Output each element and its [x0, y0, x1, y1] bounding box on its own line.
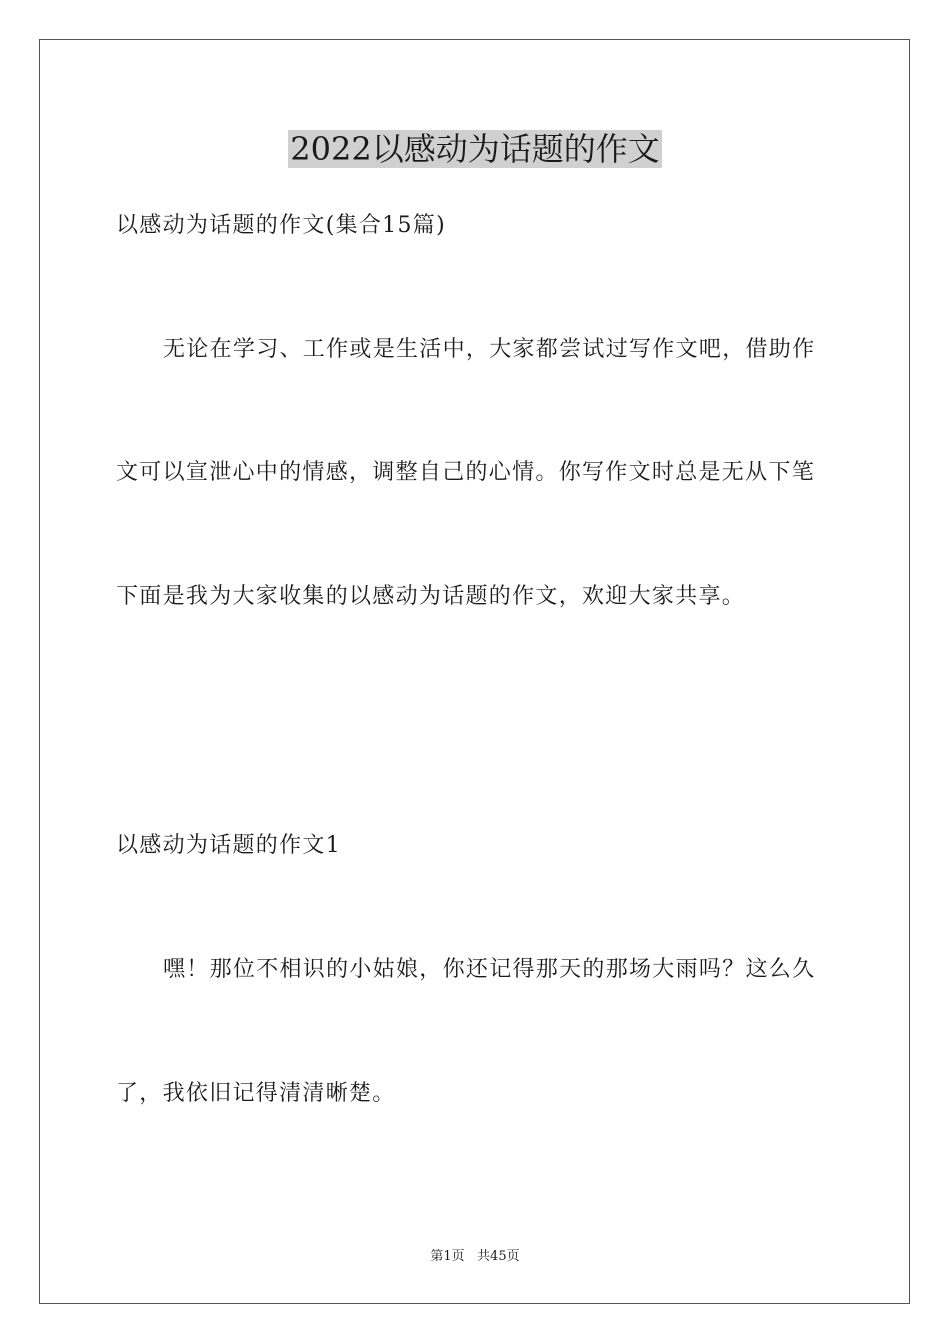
- paragraph-line: 了，我依旧记得清清晰楚。: [116, 1081, 396, 1106]
- document-title-text: 2022以感动为话题的作文: [290, 130, 660, 168]
- subtitle-line: 以感动为话题的作文(集合15篇): [116, 213, 446, 238]
- document-title: [0, 127, 950, 171]
- paragraph-line: 下面是我为大家收集的以感动为话题的作文，欢迎大家共享。: [116, 584, 746, 609]
- section-heading: 以感动为话题的作文1: [116, 833, 341, 858]
- paragraph-line: 文可以宣泄心中的情感，调整自己的心情。你写作文时总是无从下笔: [116, 460, 816, 485]
- page-footer: 第1页 共45页: [430, 1249, 520, 1264]
- paragraph-line: 无论在学习、工作或是生活中，大家都尝试过写作文吧，借助作: [163, 337, 816, 362]
- paragraph-line: 嘿！那位不相识的小姑娘，你还记得那天的那场大雨吗？这么久: [163, 957, 816, 982]
